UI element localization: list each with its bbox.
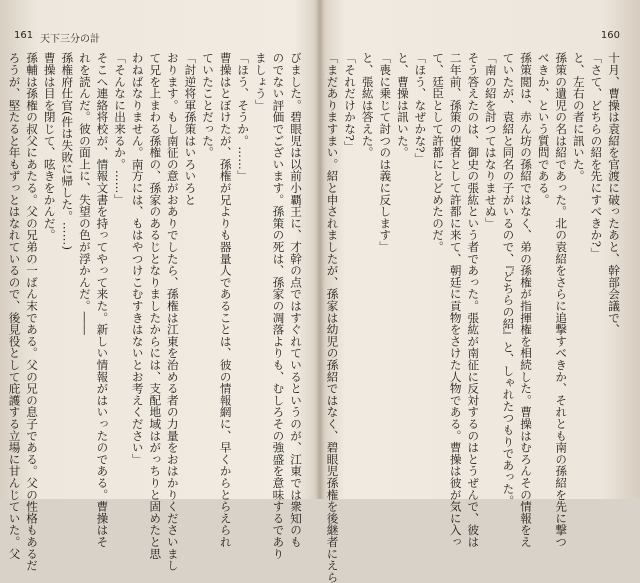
text-column: 「南の紹を討つてはなりませぬ」 [483,52,498,229]
left-page-body [7,52,304,572]
running-head: 天下三分の計 [40,34,100,45]
right-page [322,0,640,583]
right-page-number: 160 [600,30,620,41]
text-column: 「まだありますまい。紹と申されましたが、孫家は幼児の孫紹ではなく、碧眼児孫権を後継者にえら [325,52,340,583]
text-column: 「さて、どちらの紹を先にすべきか?」 [589,52,604,260]
text-column: 孫権府仕官(件は失敗に帰した。……) [60,52,75,251]
text-column: そう答えたのは、御史の張紘という者であった。張紘が南征に反対するのはとうぜんで、彼は [466,52,481,548]
text-column: れを読んだ。彼の面上に、失望の色が浮かんだ。―― [77,52,92,336]
text-column: びました。碧眼児は以前小覇王に、才幹の点ではすぐれているというのが、江東では衆知のも [289,52,303,548]
text-column: 孫輔は孫権の叔父にあたる。父の兄弟の一ばん末である。父の兄の息子である。父の性格もあるだ [25,52,40,572]
text-column: 「そんなに出来るか。……」 [113,52,128,206]
text-column: と、曹操は訊いた。 [395,52,410,159]
text-column: ましょう」 [253,52,268,111]
text-column: 「喪に乗じて討つのは義に反します」 [378,52,393,253]
text-column: 曹操はとぼけたが、孫権が兄よりも器量人であることは、彼の情報網に、早くからとらえられ [218,52,233,548]
text-column: 曹操は目を閉じて、呟きをかんだ。 [42,52,57,241]
text-column: 「討逆将軍孫策はいろいろと [183,52,198,206]
text-column: 十月、曹操は袁紹を官渡に破ったあと、幹部会議で、 [607,52,621,336]
text-column: 孫策の遺児の名は紹であった。北の袁紹をさらに追撃すべきか、それとも南の孫紹を先に撃つ [554,52,569,548]
text-column: 「ほう、なぜかな?」 [413,52,428,165]
text-column: と、張紘は答えた。 [360,52,375,159]
text-column: おります。もし南征の意がおありでしたら、孫権は江東を治める者の力量をおはかりくださいまし [165,52,180,572]
right-page-body [325,52,622,583]
text-column: ていたことだった。 [201,52,216,159]
text-column: 孫策閲は、赤ん坊の孫紹ではなく、弟の孫権が指揮権を相続した。曹操はむろんその情報をえ [519,52,534,548]
text-column: て、廷臣として許都にとどめたのだ。 [431,52,446,253]
text-column: そこへ連絡将校が、情報文書を持ってやって来た。新しい情報がはいったのである。曹操はそ [95,52,110,548]
text-column: べきか、という質問である。 [536,52,551,206]
left-page-number: 161 [14,30,34,41]
text-column: 「ほう、そうか。……」 [236,52,251,182]
text-column: 「それだけかな?」 [343,52,358,153]
left-page [0,0,318,572]
text-column: ろうが、堅たると年もずっとはなれているので、後見役として庇護する立場に甘んじていた。父 [7,52,22,560]
text-column: 二年前、孫策の使者として許都に来て、朝廷に貢物をさけた人物である。曹操は彼が気に入っ [448,52,463,548]
text-column: ていたが、袁紹と同名の子がいるので、『どちらの紹』と、しゃれたつもりであった。 [501,52,516,507]
text-column: のでない評価でございます。孫策の死は、孫家の凋落よりも、むしろその強盛を意味するであり [271,52,286,560]
text-column: て兄を上まわる孫権の、孫家のあるじとなりましたからには、支配地域はがっちりと固めたと思 [148,52,163,560]
text-column: わねばなりません。南方には、もはやつけこむすきはないとお考えください」 [130,52,145,465]
text-column: と、左右の者に訊いた。 [571,52,586,182]
